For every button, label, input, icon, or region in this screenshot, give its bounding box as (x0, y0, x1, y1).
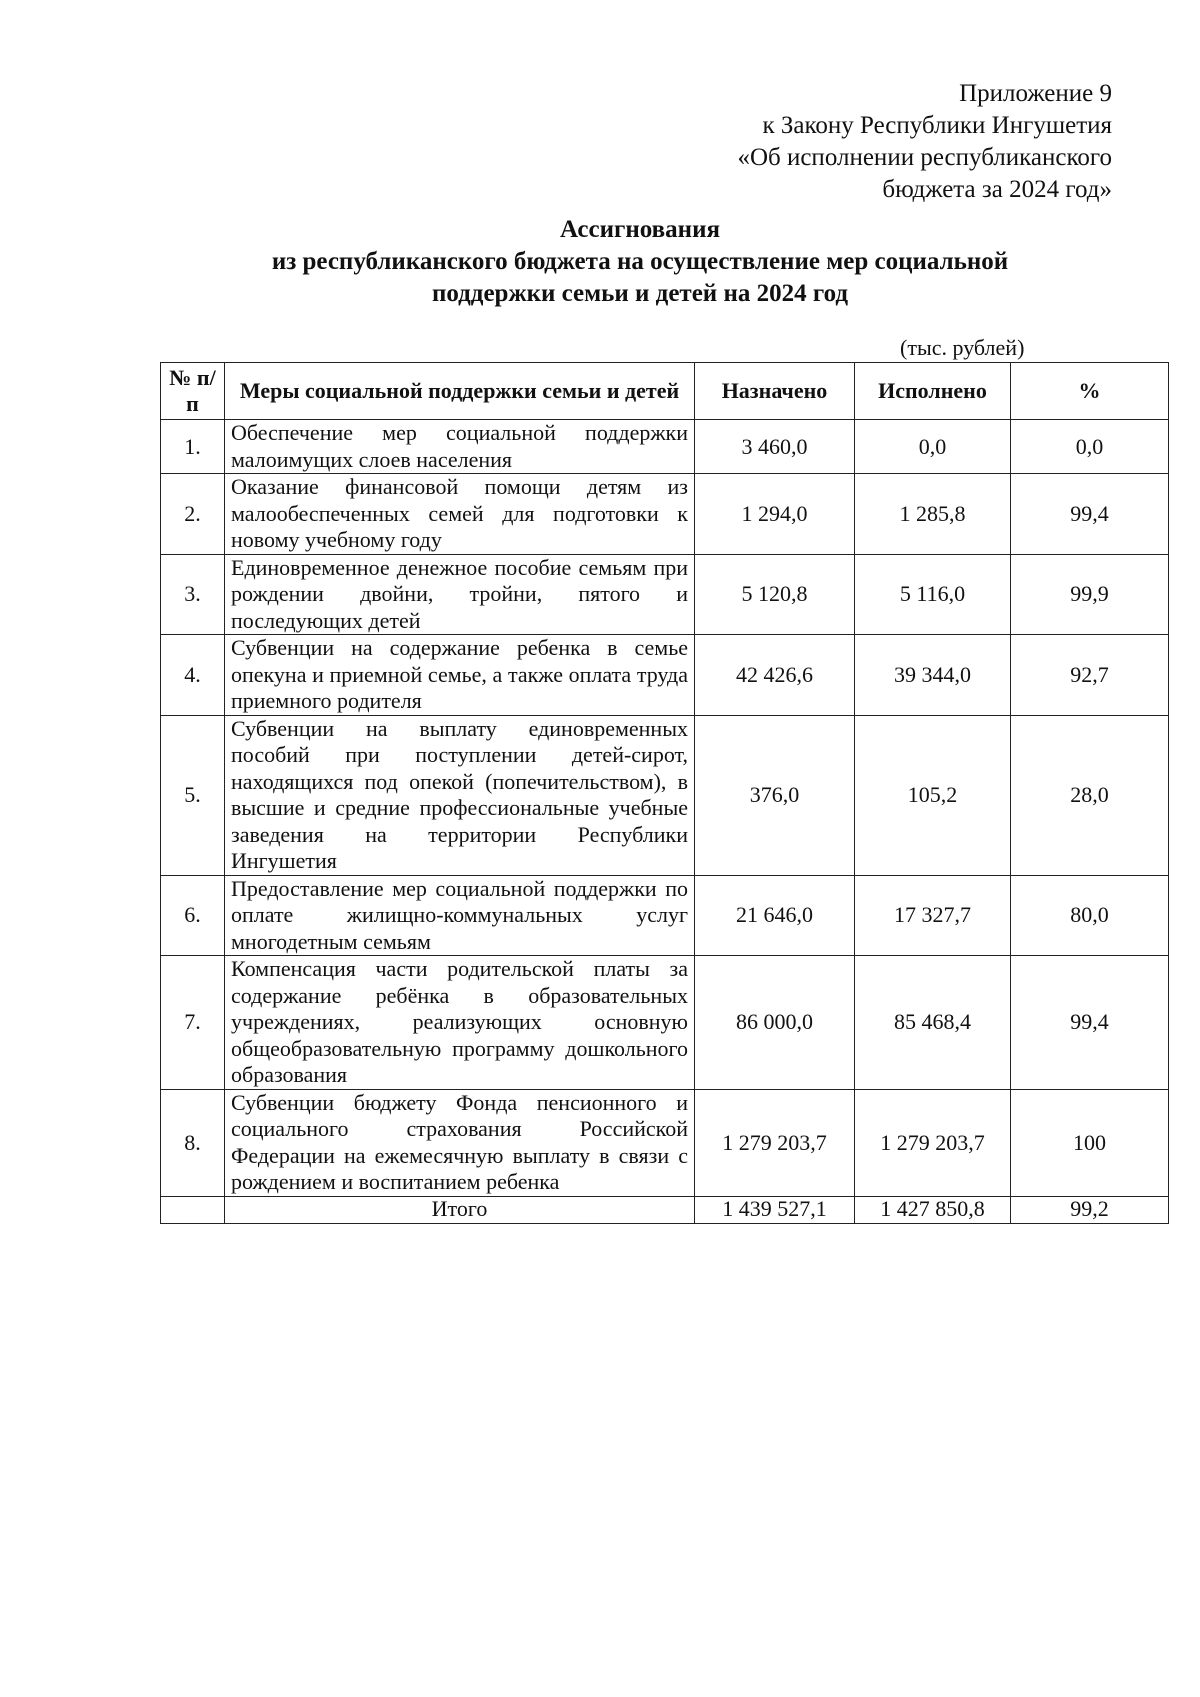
table-row (161, 474, 1169, 555)
row-pct: 92,7 (1011, 635, 1169, 716)
row-num: 4. (161, 635, 225, 716)
total-done: 1 427 850,8 (855, 1196, 1011, 1223)
document-title (110, 214, 1170, 310)
row-done: 1 279 203,7 (855, 1089, 1011, 1196)
total-assigned: 1 439 527,1 (695, 1196, 855, 1223)
row-assigned: 42 426,6 (695, 635, 855, 716)
row-num: 6. (161, 875, 225, 956)
row-pct: 0,0 (1011, 420, 1169, 474)
appendix-line-3: «Об исполнении республиканского (737, 144, 1112, 171)
row-done: 1 285,8 (855, 474, 1011, 555)
title-line-2: из республиканского бюджета на осуществление мер социальной (271, 248, 1009, 275)
row-name: Предоставление мер социальной поддержки по оплате жилищно-коммунальных услуг многодетным семьям (225, 875, 695, 956)
row-num: 3. (161, 554, 225, 635)
row-num: 7. (161, 956, 225, 1090)
allocations-table (160, 362, 1169, 1224)
row-num: 8. (161, 1089, 225, 1196)
row-pct: 99,9 (1011, 554, 1169, 635)
appendix-header (737, 78, 1112, 206)
units-note: (тыс. рублей) (900, 335, 1025, 360)
total-label: Итого (225, 1196, 695, 1223)
row-done: 17 327,7 (855, 875, 1011, 956)
title-line-1: Ассигнования (560, 216, 720, 243)
row-pct: 99,4 (1011, 474, 1169, 555)
row-num: 5. (161, 715, 225, 875)
total-num-cell (161, 1196, 225, 1223)
row-name: Единовременное денежное пособие семьям при рождении двойни, тройни, пятого и последующих детей (225, 554, 695, 635)
title-line-3: поддержки семьи и детей на 2024 год (431, 280, 849, 307)
table-row (161, 715, 1169, 875)
row-done: 105,2 (855, 715, 1011, 875)
appendix-line-2: к Закону Республики Ингушетия (762, 112, 1112, 139)
table-row (161, 956, 1169, 1090)
row-num: 1. (161, 420, 225, 474)
header-num: № п/п (161, 363, 225, 420)
table-row (161, 554, 1169, 635)
table-row (161, 420, 1169, 474)
row-done: 0,0 (855, 420, 1011, 474)
table-row (161, 1089, 1169, 1196)
header-pct: % (1011, 363, 1169, 420)
row-name: Оказание финансовой помощи детям из малообеспеченных семей для подготовки к новому учебному году (225, 474, 695, 555)
row-done: 5 116,0 (855, 554, 1011, 635)
row-assigned: 21 646,0 (695, 875, 855, 956)
row-pct: 100 (1011, 1089, 1169, 1196)
row-done: 39 344,0 (855, 635, 1011, 716)
row-pct: 99,4 (1011, 956, 1169, 1090)
total-pct: 99,2 (1011, 1196, 1169, 1223)
header-assigned: Назначено (695, 363, 855, 420)
row-name: Субвенции бюджету Фонда пенсионного и социального страхования Российской Федерации на ежемесячную выплату в связи с рождением и воспитанием ребенка (225, 1089, 695, 1196)
row-num: 2. (161, 474, 225, 555)
table-row (161, 635, 1169, 716)
header-name: Меры социальной поддержки семьи и детей (225, 363, 695, 420)
row-assigned: 1 294,0 (695, 474, 855, 555)
row-pct: 28,0 (1011, 715, 1169, 875)
row-name: Обеспечение мер социальной поддержки малоимущих слоев населения (225, 420, 695, 474)
row-name: Субвенции на выплату единовременных пособий при поступлении детей-сирот, находящихся под опекой (попечительством), в высшие и средние профессиональные учебные заведения на территории Республики Ингушетия (225, 715, 695, 875)
row-pct: 80,0 (1011, 875, 1169, 956)
row-name: Субвенции на содержание ребенка в семье опекуна и приемной семье, а также оплата труда приемного родителя (225, 635, 695, 716)
header-done: Исполнено (855, 363, 1011, 420)
table-header-row (161, 363, 1169, 420)
row-assigned: 1 279 203,7 (695, 1089, 855, 1196)
row-assigned: 86 000,0 (695, 956, 855, 1090)
appendix-line-4: бюджета за 2024 год» (882, 176, 1112, 203)
row-done: 85 468,4 (855, 956, 1011, 1090)
row-assigned: 376,0 (695, 715, 855, 875)
table-row (161, 875, 1169, 956)
appendix-line-1: Приложение 9 (959, 80, 1112, 107)
row-assigned: 3 460,0 (695, 420, 855, 474)
total-row (161, 1196, 1169, 1223)
row-name: Компенсация части родительской платы за содержание ребёнка в образовательных учреждениях, реализующих основную общеобразовательную программу дошкольного образования (225, 956, 695, 1090)
row-assigned: 5 120,8 (695, 554, 855, 635)
